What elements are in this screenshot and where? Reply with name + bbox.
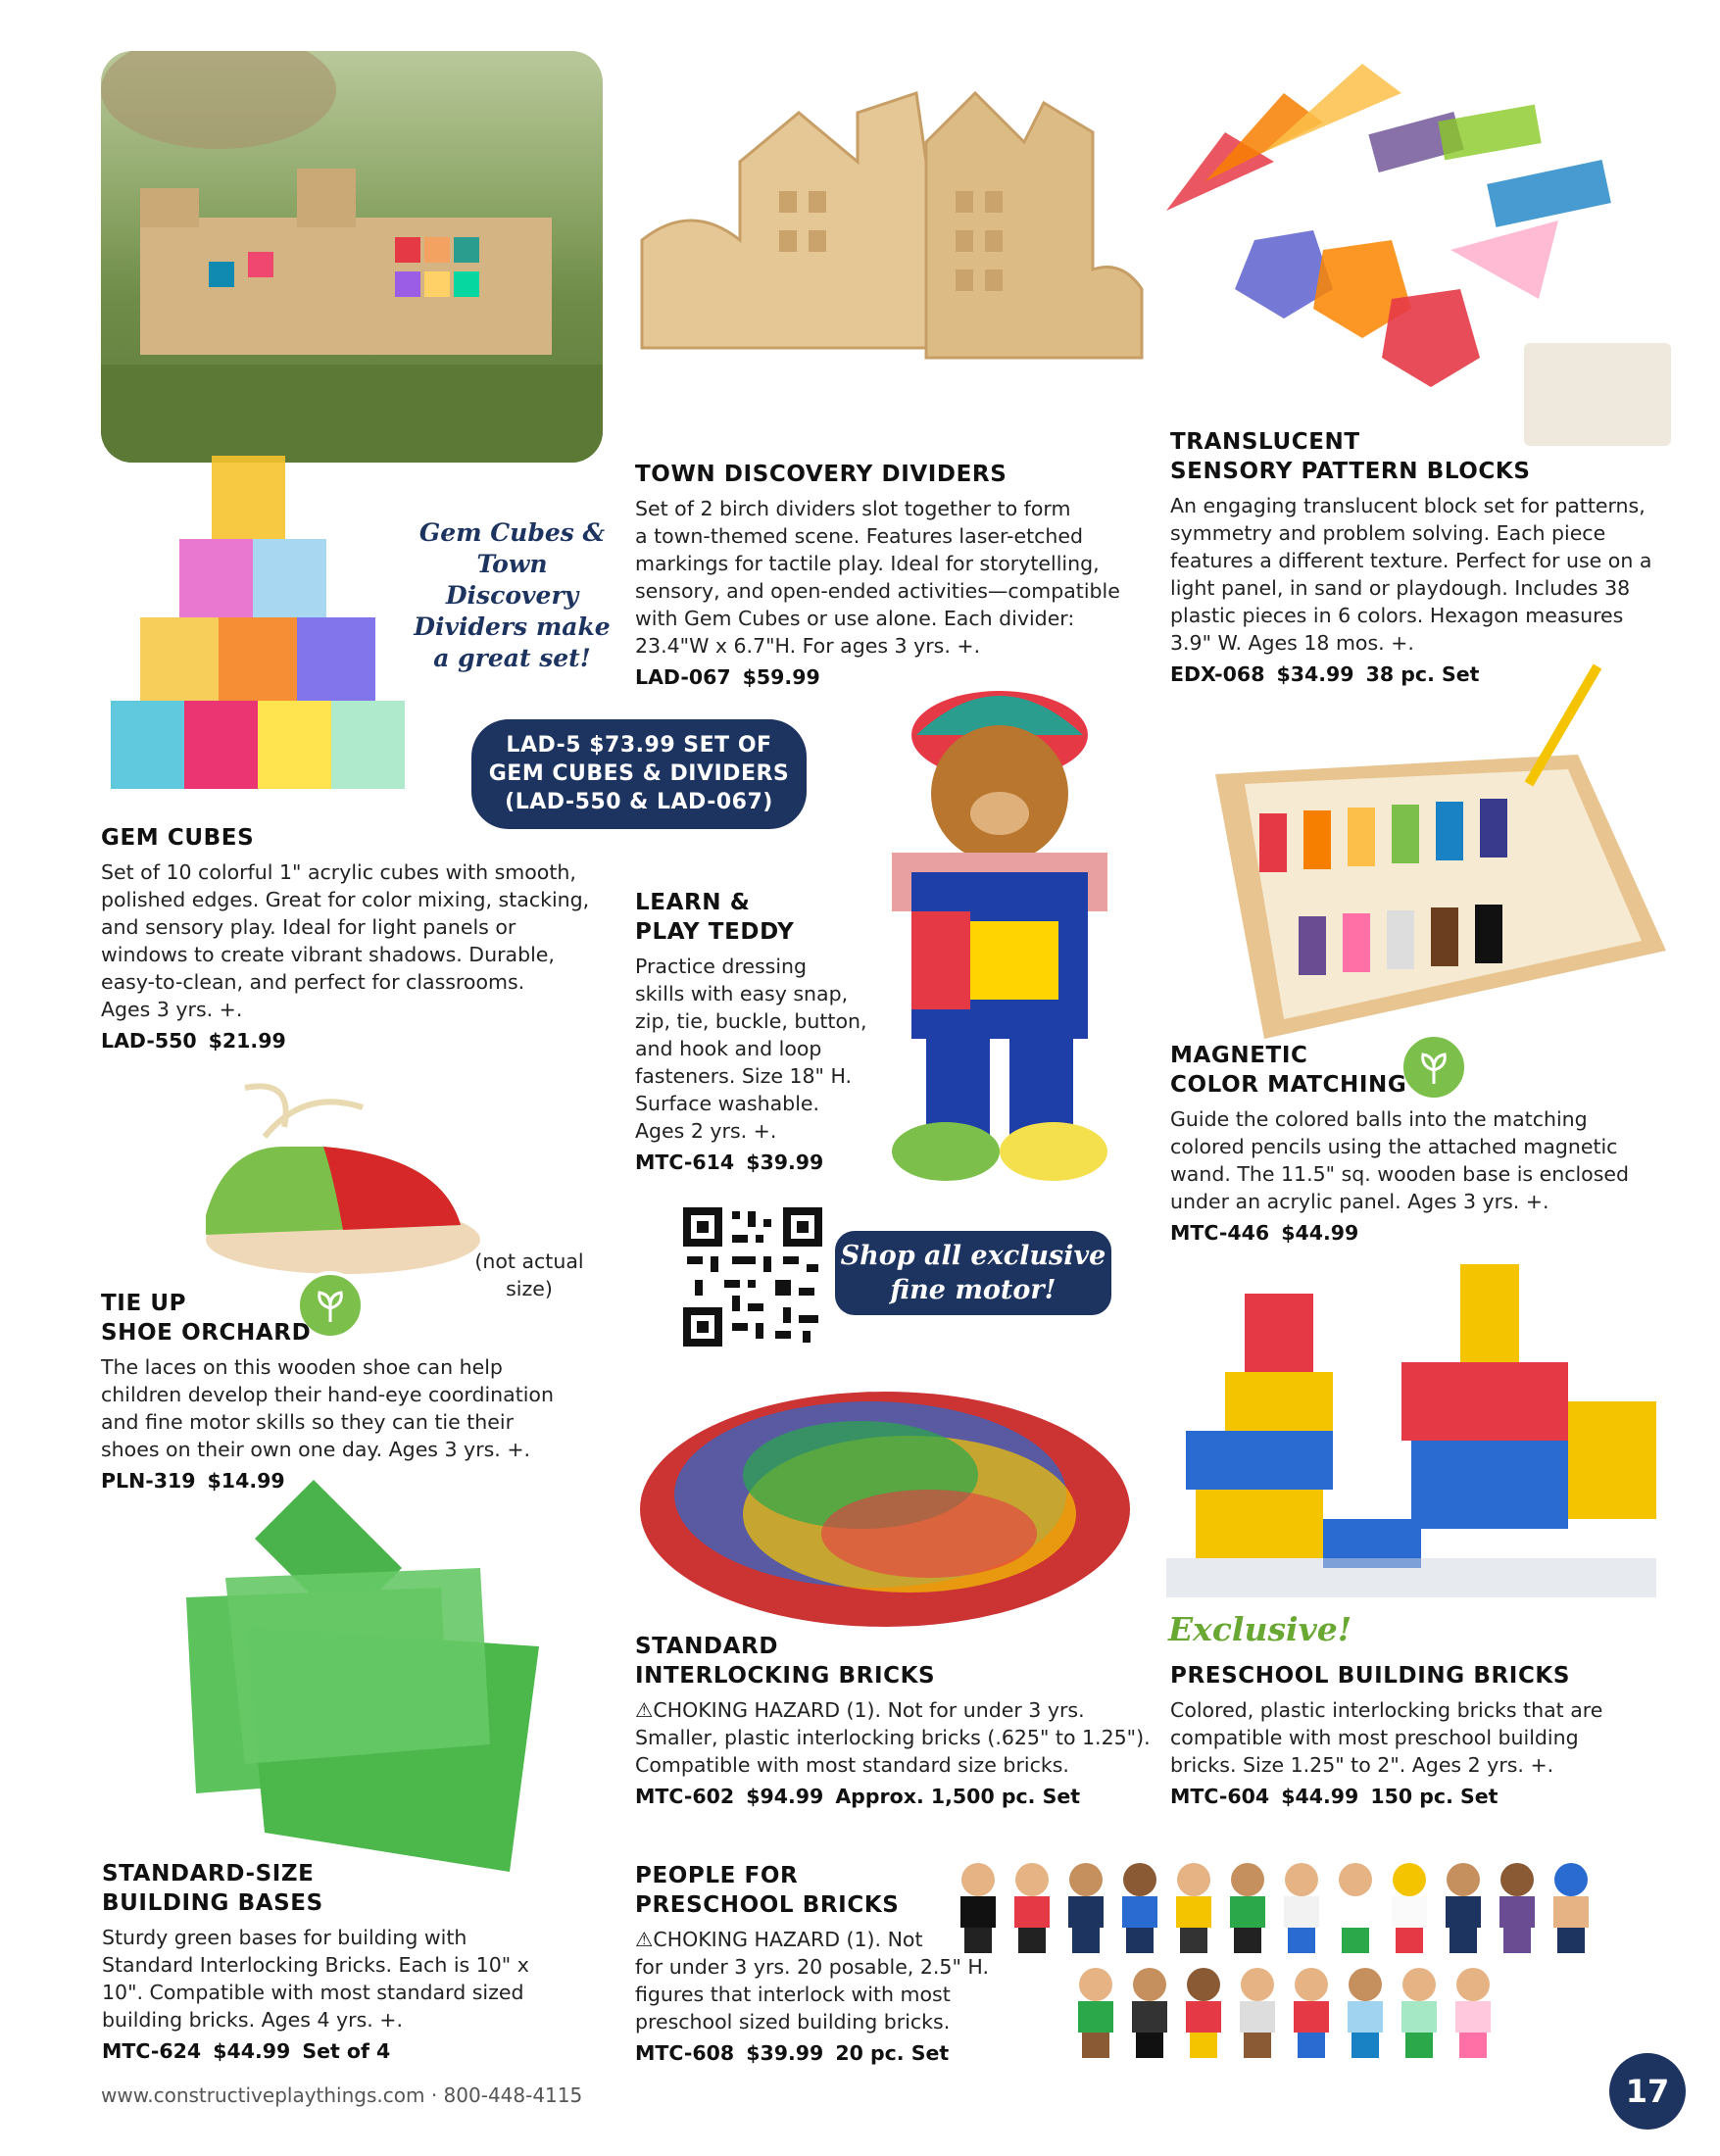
exclusive-label: Exclusive! (1168, 1610, 1352, 1648)
offer-line: (LAD-550 & LAD-067) (505, 790, 773, 814)
product-price: $21.99 (208, 1029, 286, 1053)
desc-line: windows to create vibrant shadows. Durable, (101, 943, 555, 966)
product-title: PEOPLE FOR (635, 1863, 799, 1888)
note-line: Town Discovery (445, 550, 579, 610)
product-preschool-bricks (1170, 1661, 1690, 1810)
product-price: $59.99 (742, 665, 820, 689)
product-sku: EDX-068 (1170, 662, 1265, 686)
note-line: size) (506, 1277, 553, 1300)
product-price: $39.99 (746, 1151, 824, 1174)
product-price: $44.99 (1281, 1785, 1359, 1808)
product-sku: LAD-550 (101, 1029, 197, 1053)
product-sku: MTC-608 (635, 2041, 735, 2065)
product-gem-cubes (101, 823, 611, 1054)
product-title: PRESCHOOL BUILDING BRICKS (1170, 1663, 1571, 1689)
product-price: $14.99 (207, 1469, 285, 1493)
product-town-dividers (635, 460, 1155, 691)
desc-line: light panel, in sand or playdough. Includes 38 (1170, 576, 1631, 600)
product-title: BUILDING BASES (102, 1890, 323, 1916)
page-number: 17 (1609, 2053, 1686, 2130)
desc-line: and sensory play. Ideal for light panels or (101, 915, 516, 939)
preschool-bricks-photo (1166, 1264, 1676, 1627)
product-pattern-blocks (1170, 427, 1690, 688)
footer-url[interactable]: www.constructiveplaythings.com · 800-448-4115 (101, 2083, 583, 2107)
product-price: $44.99 (213, 2039, 291, 2063)
product-title: COLOR MATCHING (1170, 1072, 1407, 1098)
desc-line: Standard Interlocking Bricks. Each is 10" x (102, 1953, 529, 1977)
desc-line: fasteners. Size 18" H. (635, 1064, 853, 1088)
product-sku: PLN-319 (101, 1469, 196, 1493)
product-price: $39.99 (746, 2041, 824, 2065)
product-title: SENSORY PATTERN BLOCKS (1170, 459, 1531, 484)
product-teddy (635, 888, 890, 1176)
desc-line: Guide the colored balls into the matching (1170, 1107, 1588, 1131)
town-dividers-photo (632, 54, 1147, 446)
product-title: GEM CUBES (101, 825, 255, 851)
desc-line: for under 3 yrs. 20 posable, 2.5" H. (635, 1955, 989, 1979)
desc-line: wand. The 11.5" sq. wooden base is enclosed (1170, 1162, 1630, 1186)
product-price: $94.99 (746, 1785, 824, 1808)
pattern-blocks-photo (1166, 54, 1676, 446)
desc-line: markings for tactile play. Ideal for storytelling, (635, 552, 1100, 575)
product-color-matching (1170, 1041, 1680, 1247)
product-extra: Set of 4 (302, 2039, 391, 2063)
product-title: STANDARD (635, 1634, 779, 1659)
product-standard-bricks (635, 1632, 1174, 1810)
desc-line: Compatible with most standard size bricks. (635, 1753, 1069, 1777)
desc-line: with Gem Cubes or use alone. Each divider: (635, 607, 1075, 630)
note-line: a great set! (433, 644, 591, 672)
product-sku: LAD-067 (635, 665, 731, 689)
desc-line: 3.9" W. Ages 18 mos. +. (1170, 631, 1414, 655)
shop-line: fine motor! (890, 1275, 1057, 1305)
gem-cubes-photo (106, 451, 449, 804)
desc-line: Smaller, plastic interlocking bricks (.625" to 1.25"). (635, 1726, 1151, 1749)
shop-line: Shop all exclusive (840, 1241, 1106, 1271)
shoe-photo (167, 1068, 480, 1284)
desc-line: easy-to-clean, and perfect for classrooms. (101, 970, 525, 994)
desc-line: ⚠CHOKING HAZARD (1). Not (635, 1928, 923, 1951)
desc-line: shoes on their own one day. Ages 3 yrs. +. (101, 1438, 531, 1461)
note-line: Gem Cubes & (418, 518, 606, 547)
desc-line: Sturdy green bases for building with (102, 1926, 467, 1949)
desc-line: polished edges. Great for color mixing, stacking, (101, 888, 590, 911)
shop-all-button[interactable] (835, 1231, 1111, 1315)
desc-line: compatible with most preschool building (1170, 1726, 1579, 1749)
desc-line: skills with easy snap, (635, 982, 849, 1005)
desc-line: Colored, plastic interlocking bricks that are (1170, 1698, 1603, 1722)
desc-line: An engaging translucent block set for patterns, (1170, 494, 1646, 517)
product-sku: MTC-614 (635, 1151, 735, 1174)
desc-line: children develop their hand-eye coordination (101, 1383, 554, 1406)
product-extra: 20 pc. Set (835, 2041, 950, 2065)
product-title: TOWN DISCOVERY DIVIDERS (635, 462, 1007, 487)
product-sku: MTC-604 (1170, 1785, 1270, 1808)
desc-line: ⚠CHOKING HAZARD (1). Not for under 3 yrs. (635, 1698, 1085, 1722)
product-title: STANDARD-SIZE (102, 1861, 315, 1886)
product-extra: 150 pc. Set (1370, 1785, 1499, 1808)
desc-line: a town-themed scene. Features laser-etched (635, 524, 1084, 548)
standard-bricks-photo (635, 1367, 1135, 1632)
desc-line: symmetry and problem solving. Each piece (1170, 521, 1606, 545)
desc-line: Set of 2 birch dividers slot together to form (635, 497, 1071, 520)
desc-line: Practice dressing (635, 955, 808, 978)
product-building-bases (102, 1859, 612, 2065)
desc-line: under an acrylic panel. Ages 3 yrs. +. (1170, 1190, 1549, 1213)
desc-line: 10". Compatible with most standard sized (102, 1981, 524, 2004)
desc-line: preschool sized building bricks. (635, 2010, 951, 2034)
product-title: PRESCHOOL BRICKS (635, 1892, 900, 1918)
desc-line: Ages 2 yrs. +. (635, 1119, 777, 1143)
product-extra: 38 pc. Set (1365, 662, 1480, 686)
product-title: TRANSLUCENT (1170, 429, 1360, 455)
product-sku: MTC-624 (102, 2039, 202, 2063)
product-title: SHOE ORCHARD (101, 1320, 312, 1346)
product-sku: MTC-602 (635, 1785, 735, 1808)
desc-line: sensory, and open-ended activities—compatible (635, 579, 1120, 603)
product-title: MAGNETIC (1170, 1043, 1308, 1068)
product-price: $44.99 (1281, 1221, 1359, 1245)
desc-line: building bricks. Ages 4 yrs. +. (102, 2008, 403, 2032)
desc-line: figures that interlock with most (635, 1983, 951, 2006)
desc-line: plastic pieces in 6 colors. Hexagon measures (1170, 604, 1624, 627)
desc-line: Surface washable. (635, 1092, 820, 1115)
qr-code[interactable] (683, 1207, 822, 1347)
desc-line: 23.4"W x 6.7"H. For ages 3 yrs. +. (635, 634, 981, 658)
desc-line: Ages 3 yrs. +. (101, 998, 243, 1021)
set-offer-badge (471, 719, 807, 829)
product-sku: MTC-446 (1170, 1221, 1270, 1245)
product-people (635, 1861, 1047, 2067)
product-price: $34.99 (1276, 662, 1354, 686)
people-figures-photo (949, 1855, 1664, 2066)
product-shoe (101, 1289, 620, 1494)
note-line: Dividers make (414, 612, 611, 641)
gem-set-note (412, 517, 613, 674)
building-bases-photo (186, 1480, 559, 1872)
product-title: INTERLOCKING BRICKS (635, 1663, 936, 1689)
desc-line: features a different texture. Perfect for use on a (1170, 549, 1652, 572)
offer-line: LAD-5 $73.99 SET OF (506, 733, 772, 758)
product-title: TIE UP (101, 1291, 187, 1316)
desc-line: and fine motor skills so they can tie their (101, 1410, 514, 1434)
note-line: (not actual (474, 1250, 584, 1273)
desc-line: The laces on this wooden shoe can help (101, 1355, 503, 1379)
color-matching-photo (1205, 647, 1676, 1058)
product-extra: Approx. 1,500 pc. Set (835, 1785, 1081, 1808)
desc-line: zip, tie, buckle, button, (635, 1009, 867, 1033)
product-title: PLAY TEDDY (635, 919, 795, 945)
product-title: LEARN & (635, 890, 751, 915)
gem-cubes-outdoor-photo (101, 51, 603, 463)
desc-line: and hook and loop (635, 1037, 822, 1060)
desc-line: Set of 10 colorful 1" acrylic cubes with smooth, (101, 860, 576, 884)
offer-line: GEM CUBES & DIVIDERS (488, 761, 790, 786)
desc-line: colored pencils using the attached magnetic (1170, 1135, 1618, 1158)
desc-line: bricks. Size 1.25" to 2". Ages 2 yrs. +. (1170, 1753, 1554, 1777)
